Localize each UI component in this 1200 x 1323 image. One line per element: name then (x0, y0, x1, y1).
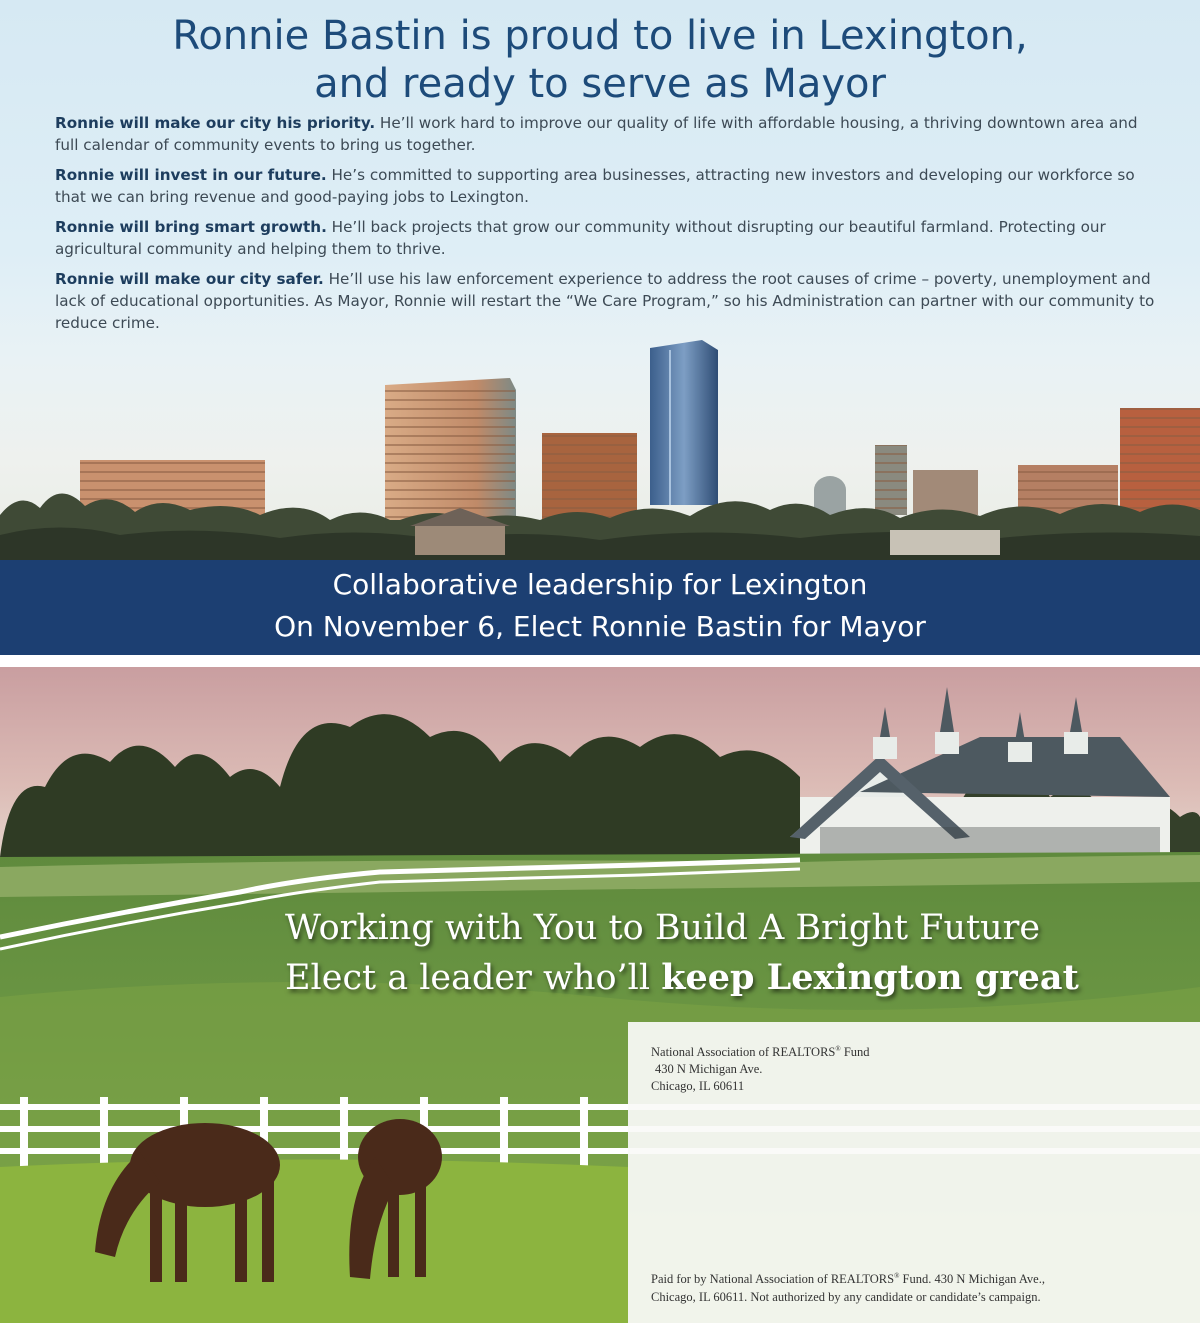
return-address-city: Chicago, IL 60611 (651, 1079, 745, 1093)
banner-line-1: Collaborative leadership for Lexington (332, 568, 868, 601)
return-address-org: National Association of REALTORS® Fund (651, 1044, 870, 1059)
headline (0, 12, 1200, 108)
headline-line-2: and ready to serve as Mayor (314, 61, 886, 107)
paid-for-disclaimer (651, 1270, 1181, 1306)
disclaimer-line-2: Chicago, IL 60611. Not authorized by any candidate or candidate’s campaign. (651, 1290, 1041, 1304)
divider (0, 655, 1200, 667)
disclaimer-line-1: Paid for by National Association of REALTORS® Fund. 430 N Michigan Ave., (651, 1271, 1045, 1286)
slogan-line-2 (285, 953, 1185, 1003)
plank-text: He’ll back projects that grow our community without disrupting our beautiful farmland. Protecting our agricultural community and helping them to thrive. (55, 218, 1106, 258)
return-address-street: 430 N Michigan Ave. (655, 1062, 763, 1076)
plank-lead: Ronnie will make our city safer. (55, 270, 324, 288)
plank-text: He’ll use his law enforcement experience to address the root causes of crime – poverty, unemployment and lack of educational opportunities. As Mayor, Ronnie will restart the “We Care Program,” so his Administration can partner with our community to reduce crime. (55, 270, 1155, 332)
plank-priority (55, 112, 1155, 156)
slogan-line-2-prefix: Elect a leader who’ll (285, 958, 662, 998)
top-panel (0, 0, 1200, 560)
mailing-panel (628, 1022, 1200, 1323)
headline-line-1: Ronnie Bastin is proud to live in Lexington, (172, 13, 1028, 59)
return-address (651, 1044, 870, 1095)
plank-lead: Ronnie will bring smart growth. (55, 218, 327, 236)
plank-text: He’ll work hard to improve our quality of life with affordable housing, a thriving downtown area and full calendar of community events to bring us together. (55, 114, 1138, 154)
slogan (285, 903, 1185, 1003)
registered-mark: ® (894, 1271, 900, 1280)
registered-mark: ® (835, 1044, 841, 1053)
plank-text: He’s committed to supporting area businesses, attracting new investors and developing our workforce so that we can bring revenue and good-paying jobs to Lexington. (55, 166, 1135, 206)
bottom-panel (0, 667, 1200, 1323)
city-skyline-photo (0, 330, 1200, 560)
plank-lead: Ronnie will make our city his priority. (55, 114, 376, 132)
leadership-banner (0, 560, 1200, 655)
plank-lead: Ronnie will invest in our future. (55, 166, 327, 184)
slogan-line-2-emphasis: keep Lexington great (661, 957, 1079, 998)
slogan-line-1: Working with You to Build A Bright Future (285, 908, 1041, 948)
plank-future (55, 164, 1155, 208)
plank-safety (55, 268, 1155, 334)
platform-list (55, 112, 1155, 342)
banner-line-2: On November 6, Elect Ronnie Bastin for Mayor (274, 610, 926, 643)
plank-growth (55, 216, 1155, 260)
